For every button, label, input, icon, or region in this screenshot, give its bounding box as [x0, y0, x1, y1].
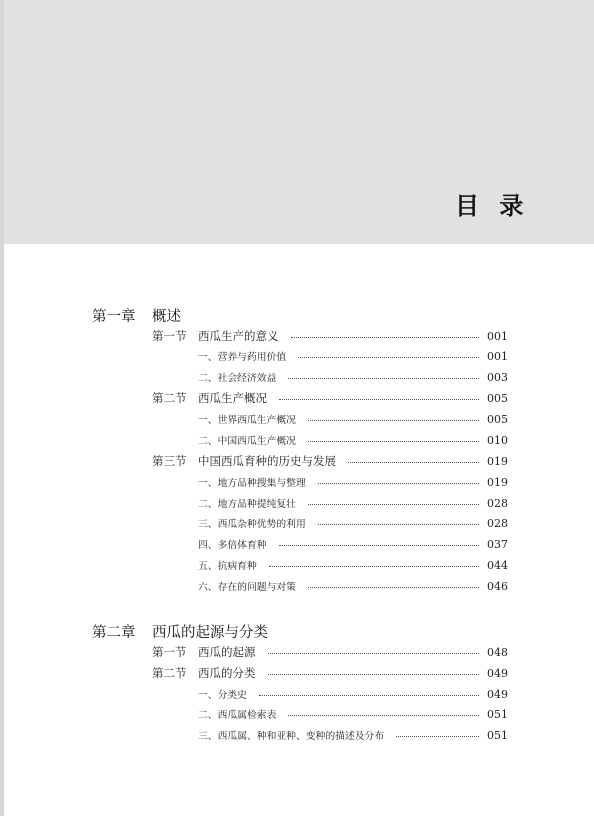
- dot-leader: [318, 524, 479, 525]
- toc-section-row: [152, 665, 508, 681]
- page-number: 051: [487, 707, 508, 721]
- item-title: 四、多倍体育种: [198, 540, 267, 551]
- page-number: 037: [487, 537, 508, 551]
- page-number: 044: [487, 558, 508, 572]
- page-number: 051: [487, 728, 508, 742]
- toc-item-row: [198, 557, 508, 573]
- section-number: 第一节: [152, 645, 187, 659]
- page-number: 019: [487, 454, 508, 468]
- toc-item-row: [198, 369, 508, 385]
- section-title: 西瓜的起源: [198, 645, 256, 659]
- toc-section-row: [152, 328, 508, 344]
- dot-leader: [288, 715, 479, 716]
- dot-leader: [308, 441, 479, 442]
- page-number: 005: [487, 391, 508, 405]
- item-title: 六、存在的问题与对策: [198, 582, 296, 593]
- dot-leader: [308, 504, 479, 505]
- dot-leader: [288, 378, 479, 379]
- item-title: 二、中国西瓜生产概况: [198, 436, 296, 447]
- toc-section-row: [152, 453, 508, 469]
- chapter-title: 概述: [152, 309, 181, 325]
- item-title: 三、西瓜属、种和亚种、变种的描述及分布: [198, 731, 385, 742]
- page-number: 028: [487, 516, 508, 530]
- toc-item-row: [198, 706, 508, 722]
- toc-section-row: [152, 644, 508, 660]
- section-title: 西瓜生产概况: [198, 391, 267, 405]
- dot-leader: [308, 587, 479, 588]
- page-number: 003: [487, 370, 508, 384]
- section-number: 第二节: [152, 666, 187, 680]
- page-number: 001: [487, 349, 508, 363]
- dot-leader: [279, 399, 479, 400]
- section-number: 第一节: [152, 329, 187, 343]
- page-title: 目 录: [455, 192, 530, 220]
- item-title: 三、西瓜杂种优势的利用: [198, 519, 306, 530]
- item-title: 一、地方品种搜集与整理: [198, 478, 306, 489]
- toc-item-row: [198, 348, 508, 364]
- toc-item-row: [198, 686, 508, 702]
- toc-item-row: [198, 432, 508, 448]
- toc-item-row: [198, 578, 508, 594]
- dot-leader: [291, 337, 480, 338]
- page-number: 010: [487, 433, 508, 447]
- dot-leader: [348, 462, 479, 463]
- toc-item-row: [198, 495, 508, 511]
- chapter-number: 第一章: [92, 309, 136, 325]
- chapter-title: 西瓜的起源与分类: [152, 625, 268, 641]
- dot-leader: [298, 357, 479, 358]
- page-number: 049: [487, 687, 508, 701]
- item-title: 五、抗病育种: [198, 561, 257, 572]
- toc-item-row: [198, 474, 508, 490]
- section-number: 第三节: [152, 454, 187, 468]
- toc-item-row: [198, 536, 508, 552]
- chapter-heading-2: [92, 621, 268, 642]
- page-number: 001: [487, 329, 508, 343]
- dot-leader: [268, 674, 480, 675]
- item-title: 二、社会经济效益: [198, 373, 277, 384]
- toc-item-row: [198, 515, 508, 531]
- section-title: 中国西瓜育种的历史与发展: [198, 454, 336, 468]
- item-title: 二、西瓜属检索表: [198, 710, 277, 721]
- section-title: 西瓜生产的意义: [198, 329, 279, 343]
- dot-leader: [396, 736, 479, 737]
- page-number: 019: [487, 475, 508, 489]
- dot-leader: [269, 566, 479, 567]
- toc-item-row: [198, 727, 508, 743]
- item-title: 一、营养与药用价值: [198, 352, 287, 363]
- dot-leader: [308, 420, 479, 421]
- page-number: 028: [487, 496, 508, 510]
- page-number: 046: [487, 579, 508, 593]
- chapter-number: 第二章: [92, 625, 136, 641]
- item-title: 一、分类史: [198, 690, 247, 701]
- item-title: 一、世界西瓜生产概况: [198, 415, 296, 426]
- dot-leader: [259, 695, 479, 696]
- dot-leader: [279, 545, 479, 546]
- item-title: 二、地方品种提纯复壮: [198, 499, 296, 510]
- dot-leader: [268, 653, 480, 654]
- chapter-heading-1: [92, 305, 181, 326]
- toc-section-row: [152, 390, 508, 406]
- dot-leader: [318, 483, 479, 484]
- page-number: 005: [487, 412, 508, 426]
- toc-item-row: [198, 411, 508, 427]
- section-number: 第二节: [152, 391, 187, 405]
- page-number: 049: [487, 666, 508, 680]
- page-number: 048: [487, 645, 508, 659]
- section-title: 西瓜的分类: [198, 666, 256, 680]
